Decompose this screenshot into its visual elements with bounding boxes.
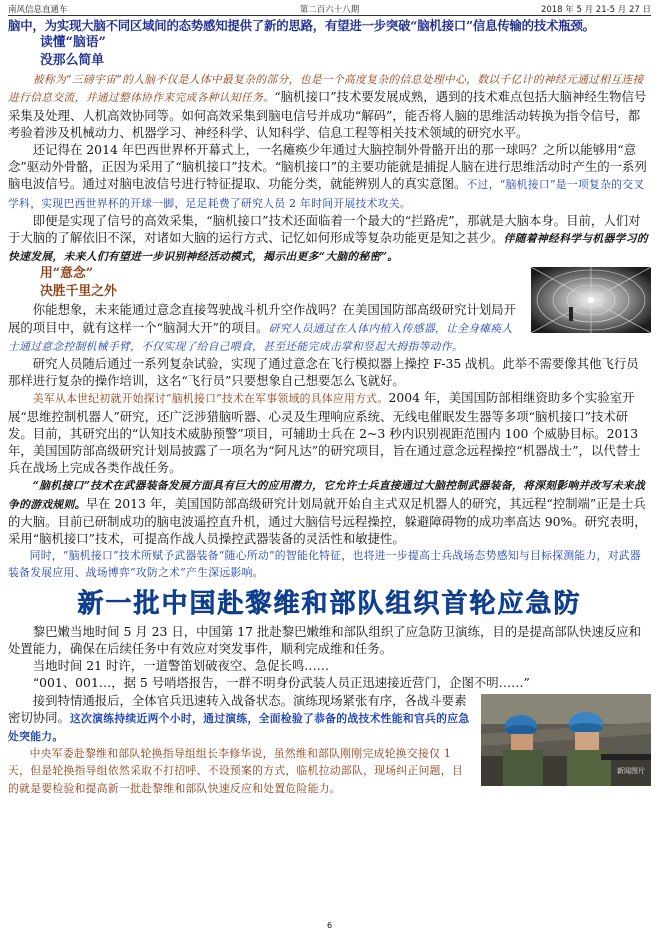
subheading-3: 用“意念” — [40, 266, 94, 282]
article-2-paragraph-3: “001、001…，据 5 号哨塔报告，一群不明身份武装人员正迅速接近营门，企图不明……” — [32, 675, 530, 691]
paragraph-6-text: 2004 年，美国国防部相继资助多个实验室开展“思维控制机器人”研究，还广泛涉猎脑听器、心灵及生理响应系统、无线电催眠发生器等多项“脑机接口”技术研发。目前，其研究出的“认知技术威胁预警”项目，可辅助士兵在 2~3 秒内识别视距范围内 100 个威胁目标。2013 年，美国国防部高级研究计划局披露了一项名为“阿凡达”的研究项目，旨在通过意念远程操控“机器战士”，以代替士兵在战场上完成各类作战任务。 — [8, 390, 641, 476]
article-2-paragraph-4-highlight: 这次演练持续近两个小时，通过演练，全面检验了恭备的战技术性能和官兵的应急处突能力。 — [8, 711, 470, 743]
paragraph-1 — [8, 70, 651, 141]
paragraph-1-text: “脑机接口”技术要发展成熟，遇到的技术难点包括大脑神经生物信号采集及处理、人机高效协同等。如何高效采集到脑电信号并成功“解码”，能否将人脑的思维活动转换为指令信号，都考验着涉及机械动力、机器学习、神经科学、认知科学、信息工程等相关技术领域的研究水平。 — [8, 89, 647, 140]
paragraph-3-text: 即便是实现了信号的高效采集，“脑机接口”技术还面临着一个最大的“拦路虎”，那就是大脑本身。目前，人们对于大脑的了解依旧不深，对诸如大脑的运行方式、记忆如何形成等复杂功能更是知之甚少。 — [8, 212, 641, 246]
article-2-paragraph-4-text: 接到特情通报后，全体官兵迅速转入战备状态。演练现场紧张有序，各战斗要素密切协同。 — [8, 692, 467, 725]
paragraph-6 — [8, 389, 651, 476]
header-issue: 第二百六十八期 — [299, 5, 360, 15]
paragraph-7-text: 早在 2013 年，美国国防部高级研究计划局就开始自主式双足机器人的研究，其远程“控制端”正是士兵的大脑。目前已研制成功的脑电波遥控直升机，通过大脑信号远程操控，躲避障碍物的成功率高达 90%。研究表明，采用“脑机接口”技术，可提高作战人员操控武器装备的灵活性和敏捷性。 — [8, 495, 647, 547]
paragraph-2 — [8, 141, 651, 212]
paragraph-2-highlight: 不过，“脑机接口”是一项复杂的交叉学科，实现巴西世界杯的开球一脚，足足耗费了研究人员 2 年时间开展技术攻关。 — [8, 178, 645, 210]
lead-paragraph: 脑中，为实现大脑不同区域间的态势感知提供了新的思路，有望进一步突破“脑机接口”信息传输的技术瓶颈。 — [8, 18, 595, 33]
paragraph-2-text: 还记得在 2014 年巴西世界杯开幕式上，一名瘫痪少年通过大脑控制外骨骼开出的那一球吗？之所以能够用“意念”驱动外骨骼，正因为采用了“脑机接口”技术。“脑机接口”的主要功能就是捕捉人脑在进行思维活动时产生的一系列脑电波信号。通过对脑电波信号进行特征提取、功能分类，就能辨别人的真实意图。 — [8, 142, 647, 192]
paragraph-6-highlight: 美军从本世纪初就开始探讨“脑机接口”技术在军事领域的具体应用方式。 — [32, 392, 389, 406]
paragraph-3 — [8, 212, 651, 266]
paragraph-4-text: 你能想象，未来能通过意念直接驾驶战斗机升空作战吗？在美国国防部高级研究计划局开展的项目中，就有这样一个“脑洞大开”的项目。 — [8, 302, 517, 335]
peacekeeper-photo — [481, 694, 651, 786]
header-left: 南风信息直通车 — [8, 5, 68, 15]
page-header — [8, 2, 651, 16]
paragraph-7-highlight: “脑机接口”技术在武器装备发展方面具有巨大的应用潜力，它允许士兵直接通过大脑控制武器装备，将深刻影响并改写未来战争的游戏规则。 — [8, 479, 646, 511]
paragraph-4-highlight: 研究人员通过在人体内植入传感器，让全身瘫痪人士通过意念控制机械手臂，不仅实现了给自己喂食，甚至还能完成击掌和竖起大拇指等动作。 — [8, 321, 513, 353]
header-divider — [8, 15, 651, 16]
paragraph-7 — [8, 476, 651, 547]
paragraph-5: 研究人员随后通过一系列复杂试验，实现了通过意念在飞行模拟器上操控 F-35 战机。此举不需要像其他飞行员那样进行复杂的操作培训，这名“飞行员”只要想象自己想要怎么飞就好。 — [8, 356, 639, 389]
article-2-paragraph-1: 黎巴嫩当地时间 5 月 23 日，中国第 17 批赴黎巴嫩维和部队组织了应急防卫演练，目的是提高部队快速反应和处置能力，确保在后续任务中有效应对突发事件，顺利完成维和任务。 — [8, 623, 642, 656]
brain-tunnel-image — [531, 267, 651, 333]
article-2-paragraph-5: 中央军委赴黎维和部队轮换指导组组长李修华说，虽然维和部队刚刚完成轮换交接仅 1 天，但是轮换指导组依然采取不打招呼、不设预案的方式，临机拉动部队，现场纠正问题，目的就是要检验和提高新一批赴黎维和部队快速反应和处置危险能力。 — [8, 747, 463, 795]
subheading-2: 没那么简单 — [40, 53, 104, 69]
paragraph-1-highlight: 被称为“三磅宇宙”的人脑不仅是人体中最复杂的部分，也是一个高度复杂的信息处理中心，数以千亿计的神经元通过相互连接进行信息交流，并通过整体协作来完成各种认知任务。 — [8, 73, 644, 105]
subheading-4: 决胜千里之外 — [40, 284, 117, 300]
page-number: 6 — [326, 921, 333, 930]
article-2-paragraph-2: 当地时间 21 时许，一道警笛划破夜空、急促长鸣…… — [32, 658, 330, 674]
header-date: 2018 年 5 月 21-5 月 27 日 — [540, 5, 651, 15]
photo-watermark: 新闻图片 — [617, 767, 645, 776]
subheading-1: 读懂“脑语” — [40, 35, 106, 51]
article-2-title: 新一批中国赴黎维和部队组织首轮应急防 — [77, 588, 582, 619]
page-content — [8, 17, 651, 797]
paragraph-8: 同时，“脑机接口”技术所赋予武器装备“随心所动”的智能化特征，也将进一步提高士兵战场态势感知与目标探测能力，对武器装备发展应用、战场博弈“攻防之术”产生深远影响。 — [8, 549, 642, 580]
paragraph-3-highlight: 伴随着神经科学与机器学习的快速发展，未来人们有望进一步识别神经活动模式，揭示出更多“大脑的秘密”。 — [8, 232, 648, 264]
